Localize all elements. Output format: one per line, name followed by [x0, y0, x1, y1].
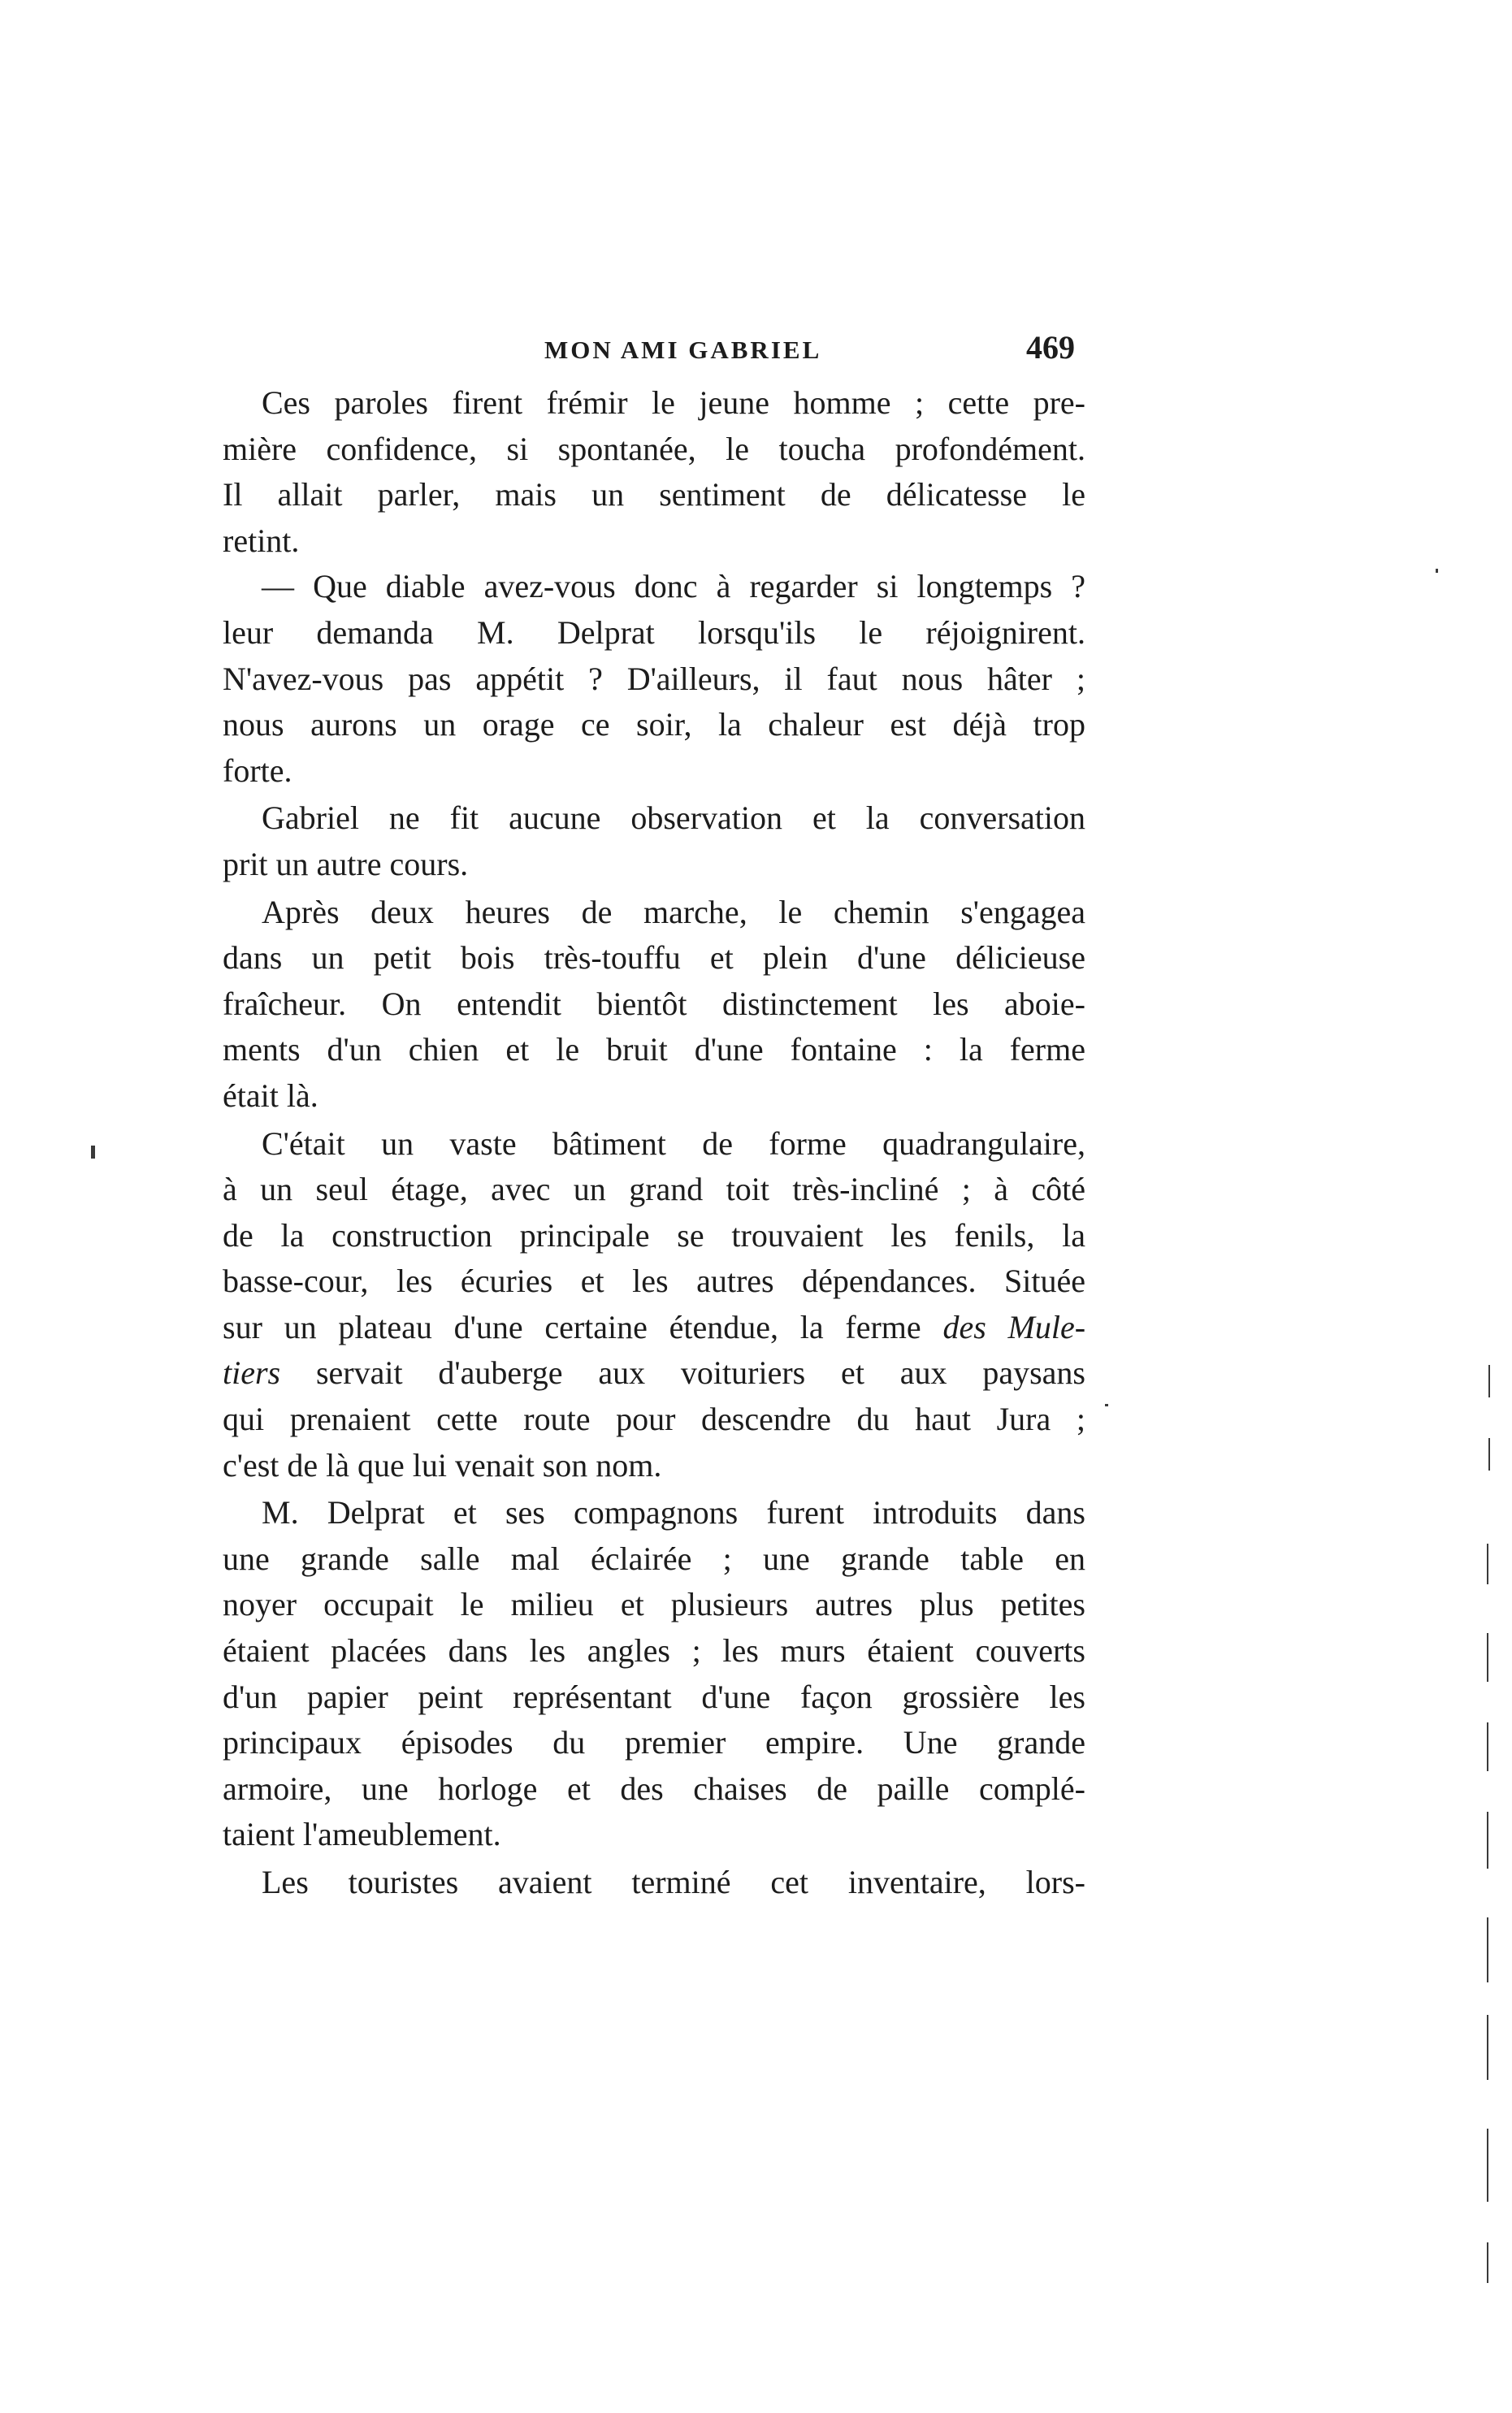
text-line: prit un autre cours. — [223, 845, 469, 882]
text-line: étaient placées dans les angles ; les murs étaient couverts — [223, 1632, 1085, 1670]
text-line — [223, 1350, 1085, 1397]
scan-edge-mark — [1488, 1365, 1490, 1397]
text-line: principaux épisodes du premier empire. Une grande — [223, 1724, 1085, 1761]
text-line — [223, 1305, 1085, 1351]
text-line: ments d'un chien et le bruit d'une fontaine : la ferme — [223, 1031, 1085, 1068]
text-line: basse-cour, les écuries et les autres dépendances. Située — [223, 1263, 1085, 1300]
scan-edge-mark — [1487, 1812, 1488, 1869]
italic-farm-name: des Mule- — [942, 1308, 1086, 1345]
text-line: dans un petit bois très-touffu et plein d'une délicieuse — [223, 939, 1085, 977]
text-line: retint. — [223, 522, 300, 559]
text-segment: sur un plateau d'une certaine étendue, la ferme — [223, 1308, 921, 1345]
text-line: Il allait parler, mais un sentiment de délicatesse le — [223, 476, 1085, 513]
scan-edge-mark — [1487, 1633, 1488, 1682]
scan-edge-mark — [1487, 1544, 1488, 1584]
text-line: Les touristes avaient terminé cet inventaire, lors- — [262, 1864, 1085, 1900]
text-line: de la construction principale se trouvaient les fenils, la — [223, 1216, 1085, 1254]
ink-speck — [1436, 569, 1438, 573]
text-line: Ces paroles firent frémir le jeune homme ; cette pre- — [262, 384, 1085, 421]
text-line: mière confidence, si spontanée, le toucha profondément. — [223, 430, 1085, 467]
text-line: forte. — [223, 752, 292, 789]
text-line: nous aurons un orage ce soir, la chaleur est déjà trop — [223, 706, 1085, 743]
running-title: MON AMI GABRIEL — [544, 336, 822, 364]
scan-edge-mark — [1487, 1722, 1488, 1771]
text-line: fraîcheur. On entendit bientôt distinctement les aboie- — [223, 985, 1085, 1022]
body-text — [223, 380, 1085, 1906]
text-line: était là. — [223, 1077, 318, 1114]
ink-speck — [1105, 1404, 1108, 1406]
text-line: à un seul étage, avec un grand toit très-incliné ; à côté — [223, 1171, 1085, 1208]
ink-speck — [91, 1146, 95, 1159]
text-line: c'est de là que lui venait son nom. — [223, 1446, 662, 1484]
text-line: Après deux heures de marche, le chemin s'engagea — [262, 893, 1085, 930]
scan-edge-mark — [1487, 2242, 1488, 2283]
scan-edge-mark — [1487, 1917, 1488, 1982]
text-line: noyer occupait le milieu et plusieurs autres plus petites — [223, 1586, 1085, 1623]
scan-edge-mark — [1487, 2129, 1488, 2202]
text-segment: servait d'auberge aux voituriers et aux paysans — [315, 1354, 1085, 1392]
text-line: C'était un vaste bâtiment de forme quadrangulaire, — [262, 1124, 1085, 1162]
text-line: une grande salle mal éclairée ; une grande table en — [223, 1540, 1085, 1577]
scan-edge-mark — [1487, 2015, 1488, 2080]
text-line: M. Delprat et ses compagnons furent introduits dans — [262, 1494, 1085, 1531]
text-line: — Que diable avez-vous donc à regarder si longtemps ? — [262, 568, 1085, 605]
text-line: armoire, une horloge et des chaises de paille complé- — [223, 1770, 1085, 1807]
text-line: qui prenaient cette route pour descendre du haut Jura ; — [223, 1401, 1085, 1438]
text-line: d'un papier peint représentant d'une façon grossière les — [223, 1678, 1085, 1715]
scan-edge-mark — [1488, 1438, 1490, 1471]
text-line: Gabriel ne fit aucune observation et la conversation — [262, 799, 1085, 837]
italic-farm-name: tiers — [223, 1354, 281, 1392]
text-line: N'avez-vous pas appétit ? D'ailleurs, il faut nous hâter ; — [223, 660, 1085, 697]
text-line: taient l'ameublement. — [223, 1816, 501, 1853]
text-line: leur demanda M. Delprat lorsqu'ils le réjoignirent. — [223, 613, 1085, 651]
page-number: 469 — [1026, 329, 1075, 366]
